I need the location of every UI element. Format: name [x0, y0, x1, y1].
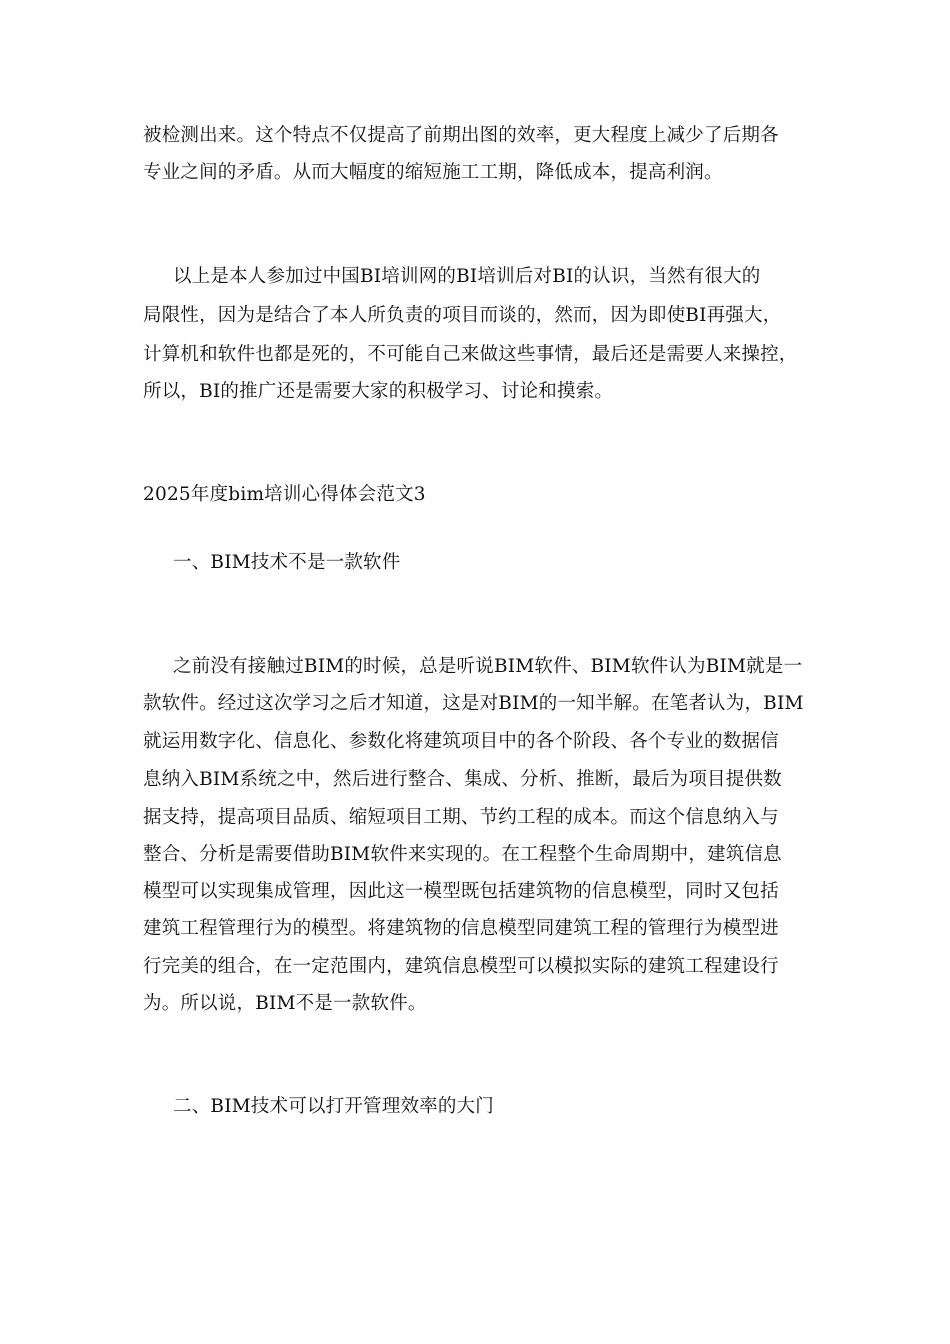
paragraph-line: 建筑工程管理行为的模型。将建筑物的信息模型同建筑工程的管理行为模型进 [143, 918, 779, 939]
section-heading: 一、BIM技术不是一款软件 [173, 552, 401, 573]
paragraph-line: 之前没有接触过BIM的时候，总是听说BIM软件、BIM软件认为BIM就是一 [173, 656, 803, 677]
essay-title: 2025年度bim培训心得体会范文3 [143, 484, 426, 505]
paragraph-line: 息纳入BIM系统之中，然后进行整合、集成、分析、推断，最后为项目提供数 [143, 769, 782, 790]
paragraph-line: 款软件。经过这次学习之后才知道，这是对BIM的一知半解。在笔者认为，BIM [143, 693, 804, 714]
paragraph-line: 行完美的组合，在一定范围内，建筑信息模型可以模拟实际的建筑工程建设行 [143, 956, 779, 977]
paragraph-line: 整合、分析是需要借助BIM软件来实现的。在工程整个生命周期中，建筑信息 [143, 844, 782, 865]
paragraph-line: 局限性，因为是结合了本人所负责的项目而谈的，然而，因为即使BI再强大， [143, 305, 782, 326]
paragraph-line: 就运用数字化、信息化、参数化将建筑项目中的各个阶段、各个专业的数据信 [143, 731, 779, 752]
paragraph-line: 专业之间的矛盾。从而大幅度的缩短施工工期，降低成本，提高利润。 [143, 162, 723, 183]
paragraph-line: 为。所以说，BIM不是一款软件。 [143, 993, 427, 1014]
section-heading: 二、BIM技术可以打开管理效率的大门 [173, 1096, 494, 1117]
paragraph-line: 所以，BI的推广还是需要大家的积极学习、讨论和摸索。 [143, 381, 614, 402]
paragraph-line: 据支持，提高项目品质、缩短项目工期、节约工程的成本。而这个信息纳入与 [143, 807, 779, 828]
paragraph-line: 被检测出来。这个特点不仅提高了前期出图的效率，更大程度上减少了后期各 [143, 125, 779, 146]
paragraph-line: 模型可以实现集成管理，因此这一模型既包括建筑物的信息模型，同时又包括 [143, 881, 779, 902]
paragraph-line: 计算机和软件也都是死的，不可能自己来做这些事情，最后还是需要人来操控， [143, 344, 798, 365]
paragraph-line: 以上是本人参加过中国BI培训网的BI培训后对BI的认识，当然有很大的 [173, 266, 761, 287]
